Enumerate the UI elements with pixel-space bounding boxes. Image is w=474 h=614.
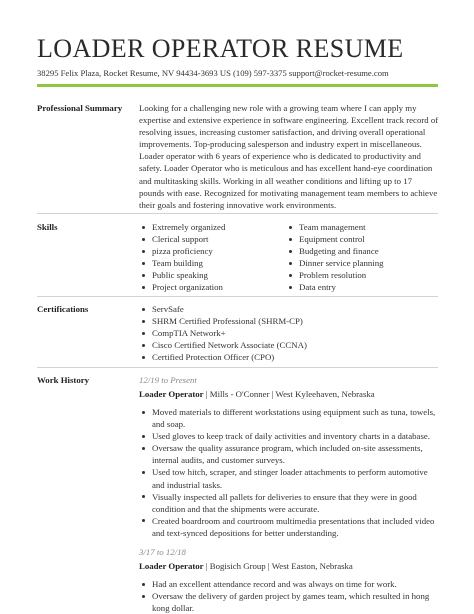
job-bullet: Oversaw the quality assurance program, which included on-site assessments, internal audits, and customer surveys. (139, 442, 439, 466)
job-entry (139, 546, 439, 614)
section-divider (37, 296, 438, 297)
job-bullet: Had an excellent attendance record and was always on time for work. (139, 578, 439, 590)
summary-text: Looking for a challenging new role with a growing team where I can apply my expertise and extensive experience in software engineering. Excellent track record of resolving issues, increasing customer satisfaction, and driving overall operational improvements. Top-producing salesperson and industry expert in miscellaneous. Loader operator with 6 years of experience who is dedicated to productivity and safety. Loader Operator who is meticulous and has excellent hand-eye coordination and multitasking skills. Working in all weather conditions and lifting up to 17 pounds with ease. Recognized for motivating management team members to achieve their goals and fostering innovative work environments. (139, 103, 439, 210)
accent-divider (37, 84, 438, 87)
resume-title: LOADER OPERATOR RESUME (37, 34, 404, 63)
skill-item: Clerical support (139, 233, 279, 245)
job-title-line (139, 560, 439, 572)
job-bullet: Moved materials to different workstations using equipment such as tuna, towels, and soap. (139, 406, 439, 430)
summary-label: Professional Summary (37, 103, 123, 113)
certification-item: Certified Protection Officer (CPO) (139, 351, 439, 363)
section-divider (37, 367, 438, 368)
contact-line: 38295 Felix Plaza, Rocket Resume, NV 94434-3693 US (109) 597-3375 support@rocket-resume.com (37, 68, 389, 78)
skill-item: Project organization (139, 281, 279, 293)
skill-item: Data entry (286, 281, 436, 293)
job-title: Loader Operator (139, 389, 204, 399)
job-bullet: Created boardroom and courtroom multimedia presentations that included video and text-synced depositions for better understanding. (139, 515, 439, 539)
certifications-label: Certifications (37, 304, 89, 314)
job-dates: 3/17 to 12/18 (139, 547, 186, 557)
skill-item: Budgeting and finance (286, 245, 436, 257)
job-dates: 12/19 to Present (139, 375, 197, 385)
skill-item: Team management (286, 221, 436, 233)
job-company-location: | Mills - O'Conner | West Kyleehaven, Nebraska (203, 389, 375, 399)
certification-item: SHRM Certified Professional (SHRM-CP) (139, 315, 439, 327)
skills-label: Skills (37, 222, 58, 232)
section-divider (37, 213, 438, 214)
job-bullet: Used gloves to keep track of daily activities and inventory charts in a database. (139, 430, 439, 442)
job-entry (139, 374, 439, 539)
job-bullets (139, 578, 439, 614)
skills-list-right (286, 221, 436, 294)
job-title-line (139, 388, 439, 400)
job-bullets (139, 406, 439, 539)
skill-item: pizza proficiency (139, 245, 279, 257)
job-title: Loader Operator (139, 561, 204, 571)
certification-item: CompTIA Network+ (139, 327, 439, 339)
work-history-label: Work History (37, 375, 90, 385)
job-company-location: | Bogisich Group | West Easton, Nebraska (203, 561, 353, 571)
skill-item: Team building (139, 257, 279, 269)
certification-item: Cisco Certified Network Associate (CCNA) (139, 339, 439, 351)
certification-item: ServSafe (139, 303, 439, 315)
job-bullet: Oversaw the delivery of garden project by games team, which resulted in hong kong dollar. (139, 590, 439, 614)
job-bullet: Visually inspected all pallets for deliveries to ensure that they were in good condition and that the shipments were accurate. (139, 491, 439, 515)
skill-item: Extremely organized (139, 221, 279, 233)
job-bullet: Used tow hitch, scraper, and stinger loader attachments to perform automotive and industrial tasks. (139, 466, 439, 490)
skills-list-left (139, 221, 279, 294)
skill-item: Public speaking (139, 269, 279, 281)
skill-item: Dinner service planning (286, 257, 436, 269)
certifications-list (139, 303, 439, 363)
skill-item: Equipment control (286, 233, 436, 245)
skill-item: Problem resolution (286, 269, 436, 281)
